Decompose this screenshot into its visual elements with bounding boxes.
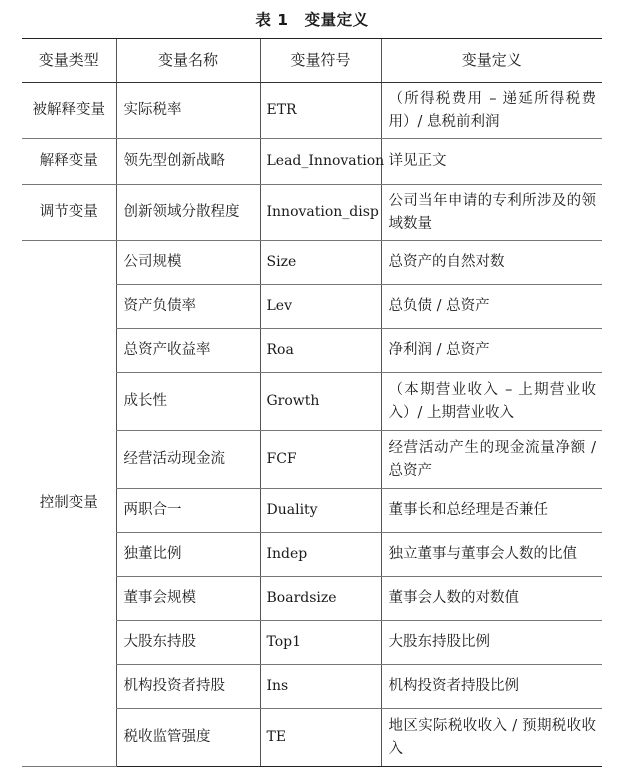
variable-name-cell: 资产负债率 <box>116 285 260 329</box>
variable-name-cell: 总资产收益率 <box>116 329 260 373</box>
variable-definition-cell: 总资产的自然对数 <box>381 241 602 285</box>
variable-type-cell-control: 控制变量 <box>22 241 116 767</box>
variable-symbol-cell: Growth <box>260 373 381 431</box>
variable-symbol-cell: Ins <box>260 665 381 709</box>
variable-name-cell: 成长性 <box>116 373 260 431</box>
variable-definition-cell: 机构投资者持股比例 <box>381 665 602 709</box>
header-variable-type: 变量类型 <box>22 39 116 83</box>
variable-definition-cell: 经营活动产生的现金流量净额 / 总资产 <box>381 431 602 489</box>
variable-name-cell: 两职合一 <box>116 489 260 533</box>
variable-symbol-cell: Lead_Innovation <box>260 139 381 185</box>
variable-definition-cell: 董事长和总经理是否兼任 <box>381 489 602 533</box>
variable-definition-cell: （本期营业收入 – 上期营业收入）/ 上期营业收入 <box>381 373 602 431</box>
variable-name-cell: 公司规模 <box>116 241 260 285</box>
variable-name-cell: 税收监管强度 <box>116 709 260 767</box>
variable-symbol-cell: Lev <box>260 285 381 329</box>
variable-name-cell: 董事会规模 <box>116 577 260 621</box>
variable-name-cell: 机构投资者持股 <box>116 665 260 709</box>
variable-symbol-cell: Duality <box>260 489 381 533</box>
variable-definition-cell: 大股东持股比例 <box>381 621 602 665</box>
variable-type-cell: 调节变量 <box>22 185 116 241</box>
table-row <box>22 185 602 241</box>
variable-type-cell: 解释变量 <box>22 139 116 185</box>
variable-symbol-cell: ETR <box>260 83 381 139</box>
variable-definition-cell: 董事会人数的对数值 <box>381 577 602 621</box>
variable-type-cell: 被解释变量 <box>22 83 116 139</box>
variable-definition-table <box>22 38 602 767</box>
variable-definition-cell: 净利润 / 总资产 <box>381 329 602 373</box>
variable-definition-cell: 地区实际税收收入 / 预期税收收入 <box>381 709 602 767</box>
variable-symbol-cell: FCF <box>260 431 381 489</box>
variable-symbol-cell: TE <box>260 709 381 767</box>
variable-definition-cell: 公司当年申请的专利所涉及的领域数量 <box>381 185 602 241</box>
variable-name-cell: 创新领域分散程度 <box>116 185 260 241</box>
variable-symbol-cell: Top1 <box>260 621 381 665</box>
variable-name-cell: 经营活动现金流 <box>116 431 260 489</box>
variable-definition-cell: （所得税费用 – 递延所得税费用）/ 息税前利润 <box>381 83 602 139</box>
table-row <box>22 241 602 285</box>
variable-definition-cell: 详见正文 <box>381 139 602 185</box>
variable-name-cell: 独董比例 <box>116 533 260 577</box>
variable-name-cell: 领先型创新战略 <box>116 139 260 185</box>
header-variable-name: 变量名称 <box>116 39 260 83</box>
variable-name-cell: 大股东持股 <box>116 621 260 665</box>
table-row <box>22 83 602 139</box>
table-header-row <box>22 39 602 83</box>
header-variable-definition: 变量定义 <box>381 39 602 83</box>
variable-symbol-cell: Size <box>260 241 381 285</box>
variable-symbol-cell: Innovation_disp <box>260 185 381 241</box>
variable-symbol-cell: Indep <box>260 533 381 577</box>
table-row <box>22 139 602 185</box>
variable-symbol-cell: Roa <box>260 329 381 373</box>
variable-symbol-cell: Boardsize <box>260 577 381 621</box>
table-title: 表 1 变量定义 <box>255 11 369 29</box>
variable-name-cell: 实际税率 <box>116 83 260 139</box>
variable-definition-cell: 独立董事与董事会人数的比值 <box>381 533 602 577</box>
variable-definition-cell: 总负债 / 总资产 <box>381 285 602 329</box>
header-variable-symbol: 变量符号 <box>260 39 381 83</box>
